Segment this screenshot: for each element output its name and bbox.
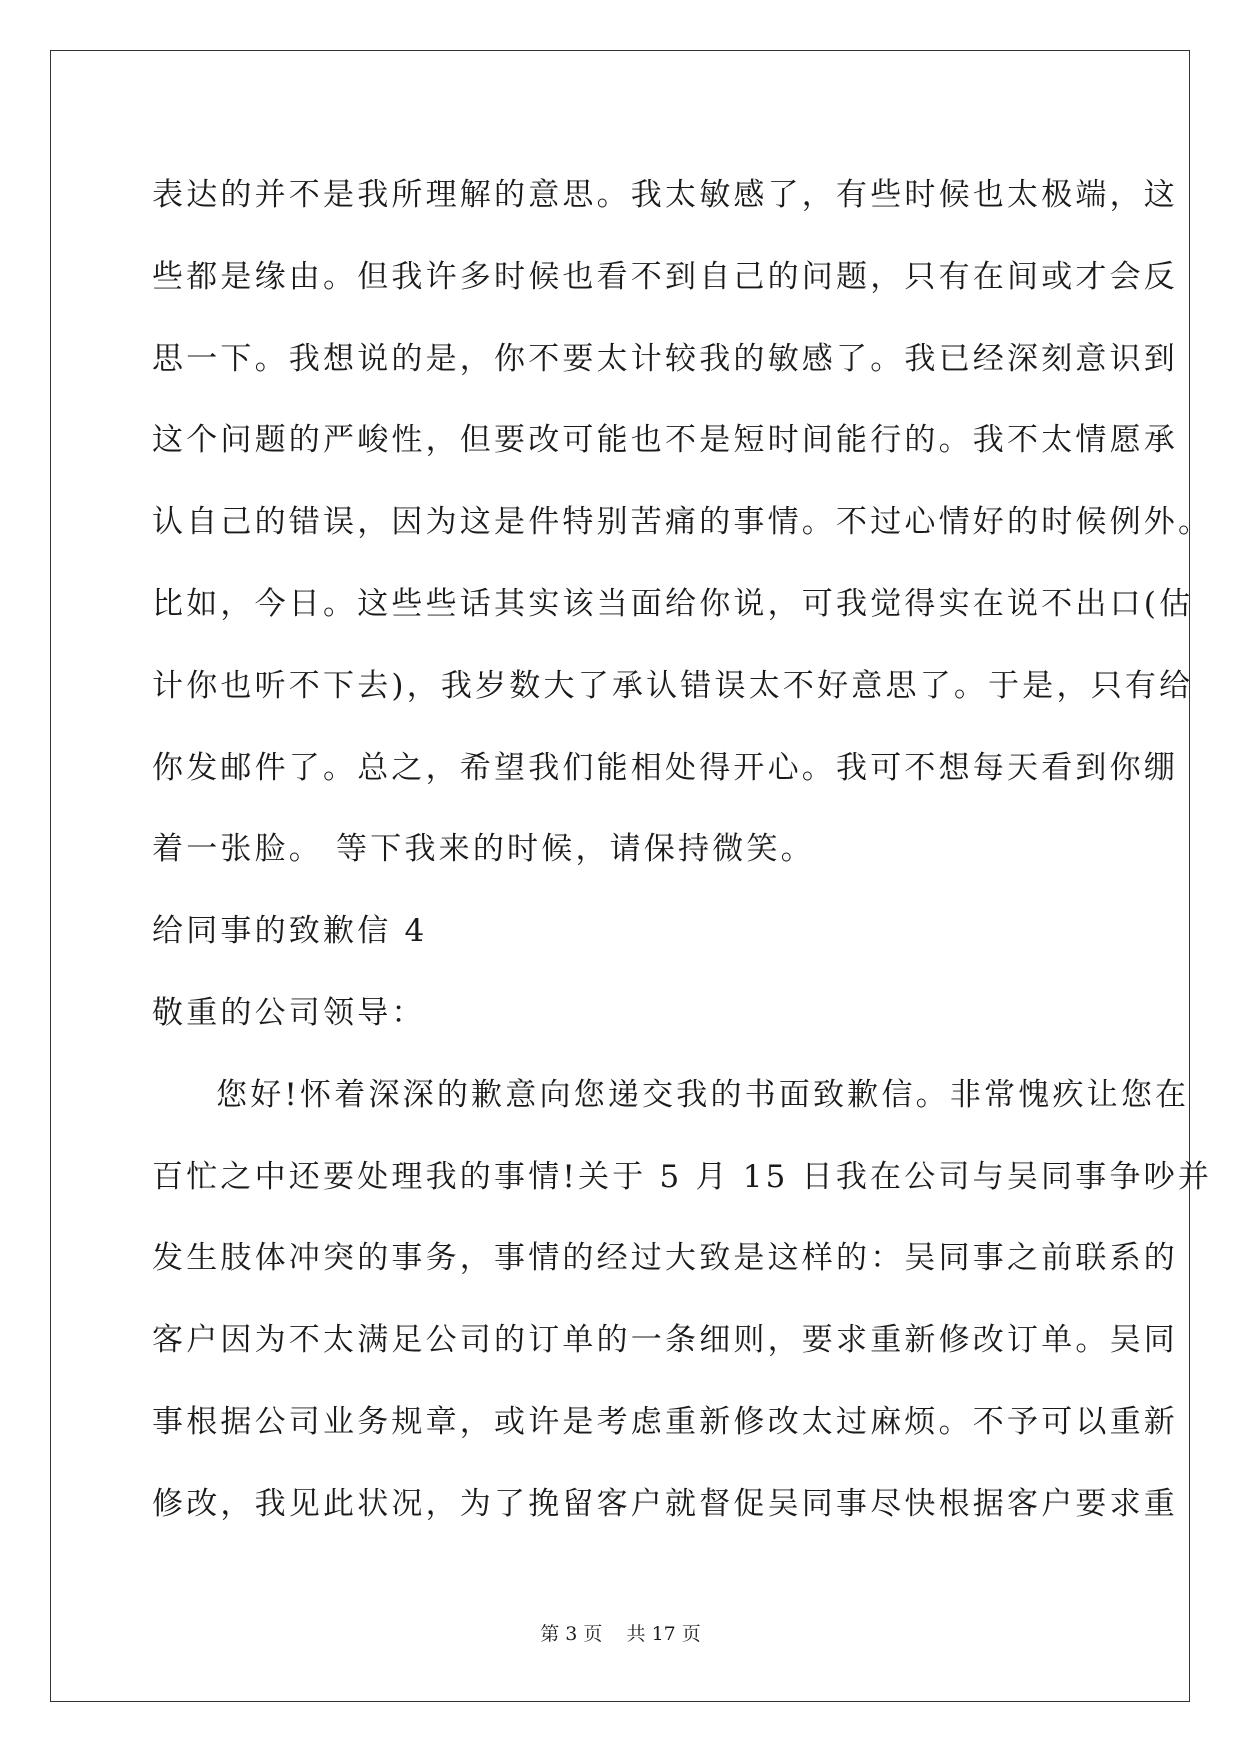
text-line: 思一下。我想说的是，你不要太计较我的敏感了。我已经深刻意识到 <box>152 340 1178 377</box>
text-line: 着一张脸。 等下我来的时候，请保持微笑。 <box>152 831 815 868</box>
text-line: 计你也听不下去)，我岁数大了承认错误太不好意思了。于是，只有给 <box>152 667 1194 704</box>
text-line: 百忙之中还要处理我的事情!关于 5 月 15 日我在公司与吴同事争吵并 <box>152 1158 1213 1195</box>
text-line: 客户因为不太满足公司的订单的一条细则，要求重新修改订单。吴同 <box>152 1322 1178 1359</box>
text-line: 发生肢体冲突的事务，事情的经过大致是这样的：吴同事之前联系的 <box>152 1240 1178 1277</box>
text-line: 这个问题的严峻性，但要改可能也不是短时间能行的。我不太情愿承 <box>152 422 1178 459</box>
text-line: 您好!怀着深深的歉意向您递交我的书面致歉信。非常愧疚让您在 <box>216 1076 1190 1113</box>
text-line: 比如，今日。这些些话其实该当面给你说，可我觉得实在说不出口(估 <box>152 585 1194 622</box>
text-line: 你发邮件了。总之，希望我们能相处得开心。我可不想每天看到你绷 <box>152 749 1178 786</box>
salutation: 敬重的公司领导： <box>152 994 426 1031</box>
section-heading: 给同事的致歉信 4 <box>152 913 428 950</box>
page-number-label: 第 3 页 共 17 页 <box>540 1623 701 1645</box>
text-line: 事根据公司业务规章，或许是考虑重新修改太过麻烦。不予可以重新 <box>152 1403 1178 1440</box>
page-footer <box>0 1620 1241 1648</box>
text-line: 些都是缘由。但我许多时候也看不到自己的问题，只有在间或才会反 <box>152 258 1178 295</box>
text-line: 修改，我见此状况，为了挽留客户就督促吴同事尽快根据客户要求重 <box>152 1485 1178 1522</box>
text-line: 表达的并不是我所理解的意思。我太敏感了，有些时候也太极端，这 <box>152 177 1178 213</box>
text-line: 认自己的错误，因为这是件特别苦痛的事情。不过心情好的时候例外。 <box>152 504 1213 541</box>
document-body <box>152 165 1213 1556</box>
